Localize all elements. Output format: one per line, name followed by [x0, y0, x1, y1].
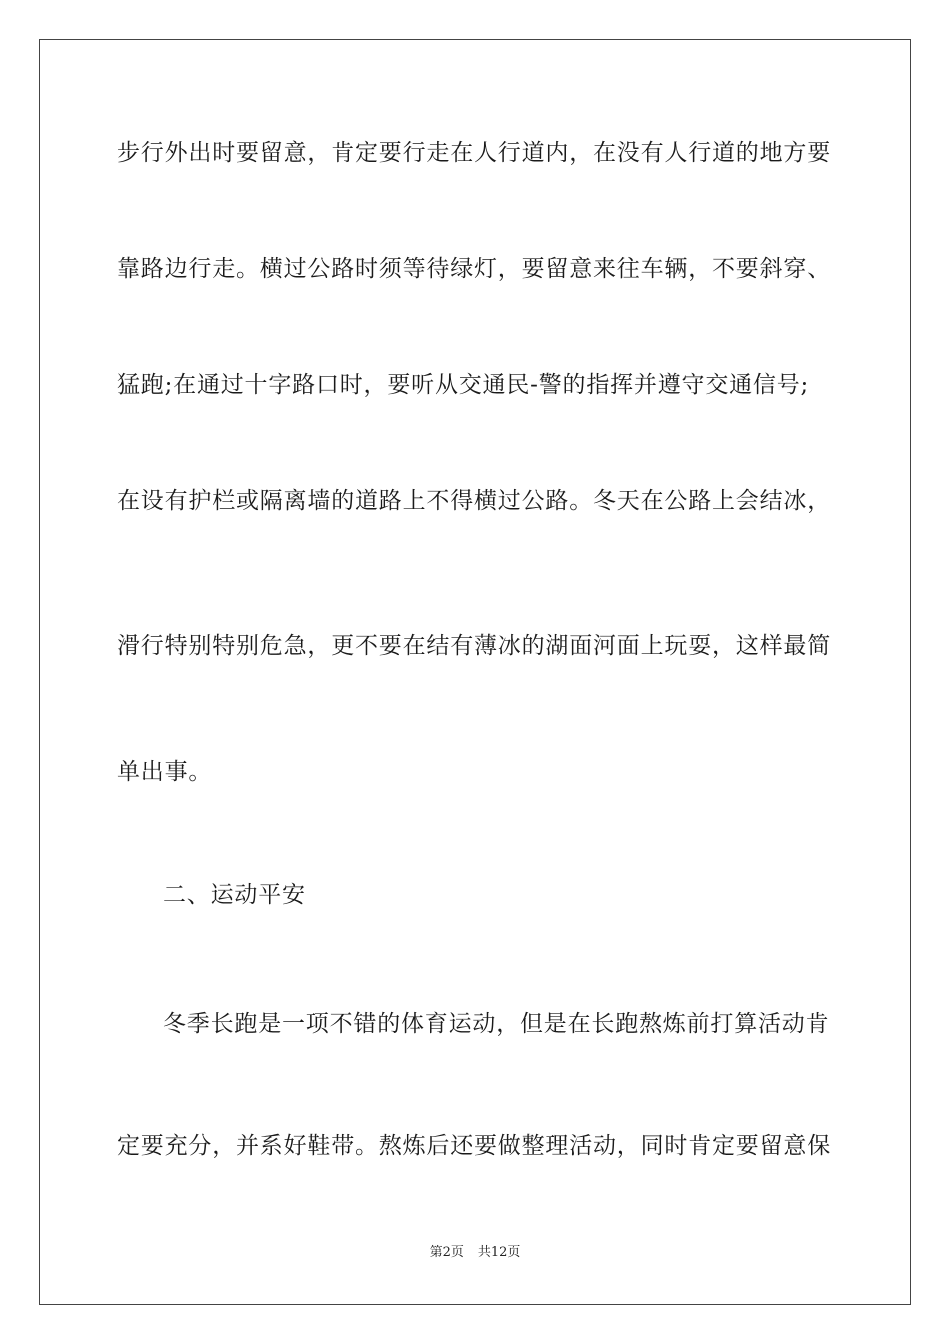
section-heading: 二、运动平安	[163, 882, 306, 908]
body-text-line-4: 在设有护栏或隔离墙的道路上不得横过公路。冬天在公路上会结冰，	[117, 488, 831, 514]
body-text-line-2: 靠路边行走。横过公路时须等待绿灯，要留意来往车辆，不要斜穿、	[117, 256, 831, 282]
page-footer	[0, 1245, 950, 1261]
body-text-line-7: 冬季长跑是一项不错的体育运动，但是在长跑熬炼前打算活动肯	[163, 1011, 830, 1037]
page-border	[39, 39, 911, 1305]
body-text-line-5: 滑行特别特别危急，更不要在结有薄冰的湖面河面上玩耍，这样最简	[117, 633, 831, 659]
body-text-line-3: 猛跑;在通过十字路口时，要听从交通民-警的指挥并遵守交通信号;	[117, 372, 810, 398]
body-text-line-1: 步行外出时要留意，肯定要行走在人行道内，在没有人行道的地方要	[117, 140, 831, 166]
page-total: 共12页	[477, 1245, 521, 1260]
body-text-line-8: 定要充分，并系好鞋带。熬炼后还要做整理活动，同时肯定要留意保	[117, 1133, 831, 1159]
page-number: 第2页	[429, 1245, 464, 1260]
body-text-line-6: 单出事。	[117, 759, 213, 785]
